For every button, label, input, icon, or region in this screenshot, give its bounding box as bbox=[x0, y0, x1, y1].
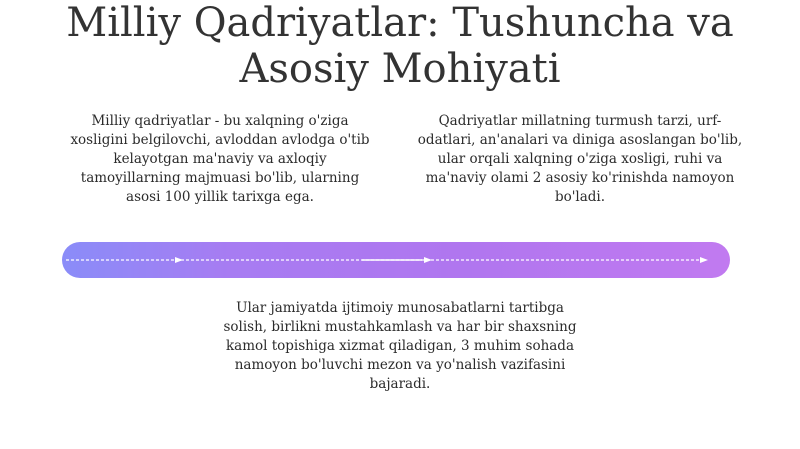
timeline-bar bbox=[62, 242, 730, 278]
summary-paragraph: Ular jamiyatda ijtimoiy munosabatlarni tartibga solish, birlikni mustahkamlash va har bir shaxsning kamol topishiga xizmat qiladigan, 3 muhim sohada namoyon bo'luvchi mezon va yo'nalish vazifasini bajaradi. bbox=[223, 300, 577, 392]
timeline-arrow-icon bbox=[424, 257, 432, 263]
page-title: Milliy Qadriyatlar: Tushuncha va Asosiy Mohiyati bbox=[66, 0, 734, 92]
timeline-arrow-icon bbox=[175, 257, 183, 263]
intro-paragraph-right: Qadriyatlar millatning turmush tarzi, urf-odatlari, an'analari va diniga asoslangan bo'lib, ular orqali xalqning o'ziga xosligi, ruhi va ma'naviy olami 2 asosiy ko'rinishda namoyon bo'ladi. bbox=[417, 113, 743, 205]
timeline-arrows bbox=[62, 242, 730, 278]
timeline-arrow-icon bbox=[700, 257, 708, 263]
intro-paragraph-left: Milliy qadriyatlar - bu xalqning o'ziga xosligini belgilovchi, avloddan avlodga o'tib kelayotgan ma'naviy va axloqiy tamoyillarning majmuasi bo'lib, ularning asosi 100 yillik tarixga ega. bbox=[70, 113, 370, 205]
